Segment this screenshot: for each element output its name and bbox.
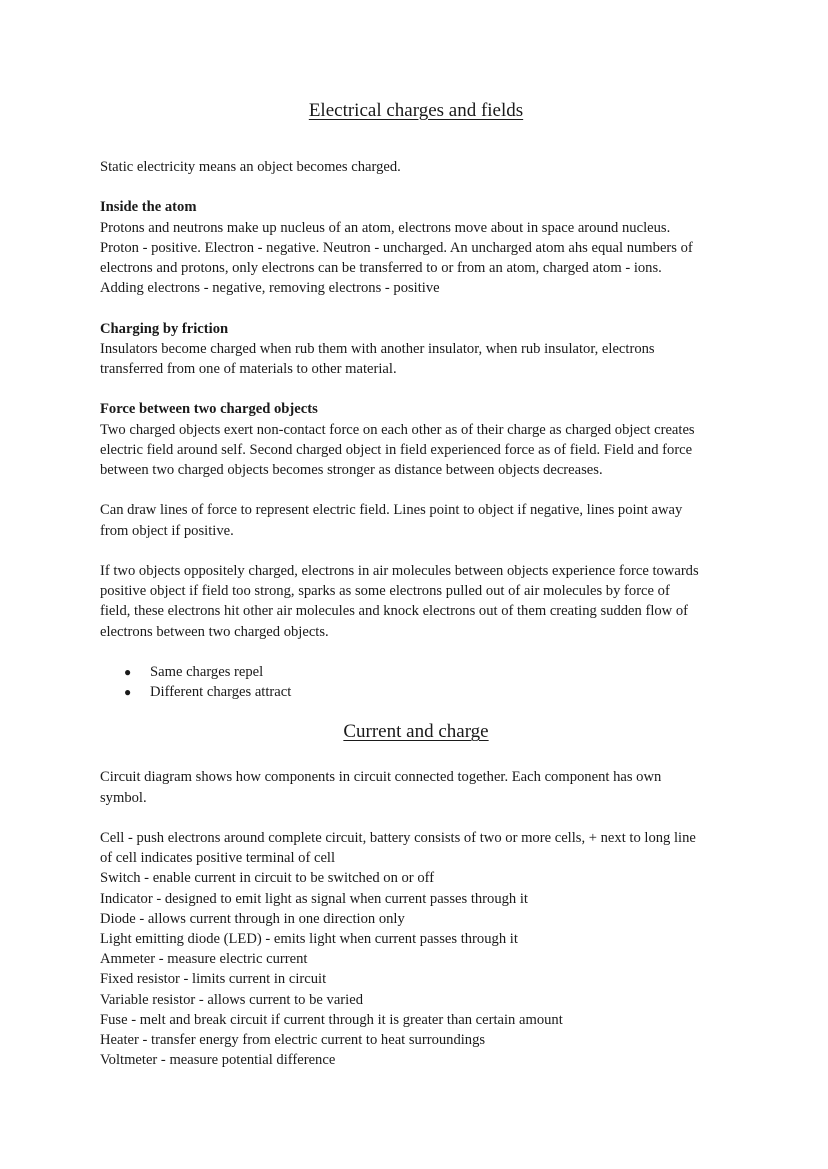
paragraph-line: Proton - positive. Electron - negative. Neutron - uncharged. An uncharged atom ahs equal numbers of — [100, 239, 693, 256]
list-item: ● Same charges repel — [124, 662, 732, 682]
paragraph-line: electric field around self. Second charged object in field experienced force as of field. Field and force — [100, 441, 693, 458]
component-line: Cell - push electrons around complete circuit, battery consists of two or more cells, + next to long line — [100, 829, 696, 846]
component-line: Fixed resistor - limits current in circuit — [100, 971, 327, 988]
component-line: Indicator - designed to emit light as signal when current passes through it — [100, 890, 528, 907]
bullet-icon: ● — [124, 685, 132, 700]
heading-force-charged-objects: Force between two charged objects — [100, 401, 318, 418]
paragraph-line: electrons and protons, only electrons can be transferred to or from an atom, charged atom - ions. — [100, 260, 662, 276]
paragraph-line: Protons and neutrons make up nucleus of an atom, electrons move about in space around nucleus. — [100, 219, 671, 236]
component-line: Voltmeter - measure potential difference — [100, 1052, 336, 1069]
paragraph-line: field, these electrons hit other air molecules and knock electrons out of them creating sudden flow of — [100, 603, 689, 620]
list-item: ● Different charges attract — [124, 682, 732, 702]
component-line: Light emitting diode (LED) - emits light when current passes through it — [100, 931, 518, 947]
heading-charging-friction: Charging by friction — [100, 320, 229, 337]
intro-text: Static electricity means an object becomes charged. — [100, 159, 401, 175]
paragraph-line: Two charged objects exert non-contact force on each other as of their charge as charged object creates — [100, 421, 695, 438]
paragraph-line: symbol. — [100, 789, 147, 806]
paragraph-line: Adding electrons - negative, removing electrons - positive — [100, 280, 440, 297]
paragraph-line: Circuit diagram shows how components in circuit connected together. Each component has own — [100, 769, 662, 786]
component-line: Fuse - melt and break circuit if current through it is greater than certain amount — [100, 1011, 563, 1028]
paragraph-line: Insulators become charged when rub them with another insulator, when rub insulator, electrons — [100, 340, 655, 357]
section-title-current: Current and charge — [343, 721, 489, 743]
charge-rules-list — [100, 662, 732, 702]
paragraph-line: electrons between two charged objects. — [100, 623, 329, 640]
component-line: Ammeter - measure electric current — [100, 951, 308, 968]
component-line: of cell indicates positive terminal of cell — [100, 850, 336, 867]
heading-inside-atom: Inside the atom — [100, 199, 197, 216]
component-line: Switch - enable current in circuit to be switched on or off — [100, 870, 435, 887]
paragraph-line: between two charged objects becomes stronger as distance between objects decreases. — [100, 462, 603, 478]
section-title-charges: Electrical charges and fields — [308, 100, 524, 121]
component-line: Variable resistor - allows current to be varied — [100, 991, 363, 1008]
bullet-icon: ● — [124, 664, 132, 679]
paragraph-line: transferred from one of materials to other material. — [100, 361, 397, 377]
paragraph-line: Can draw lines of force to represent electric field. Lines point to object if negative, lines point away — [100, 502, 683, 519]
paragraph-line: from object if positive. — [100, 522, 234, 539]
component-line: Diode - allows current through in one direction only — [100, 910, 405, 927]
component-line: Heater - transfer energy from electric current to heat surroundings — [100, 1032, 486, 1049]
paragraph-line: If two objects oppositely charged, electrons in air molecules between objects experience force towards — [100, 562, 699, 579]
paragraph-line: positive object if field too strong, sparks as some electrons pulled out of air molecules by force of — [100, 583, 670, 600]
